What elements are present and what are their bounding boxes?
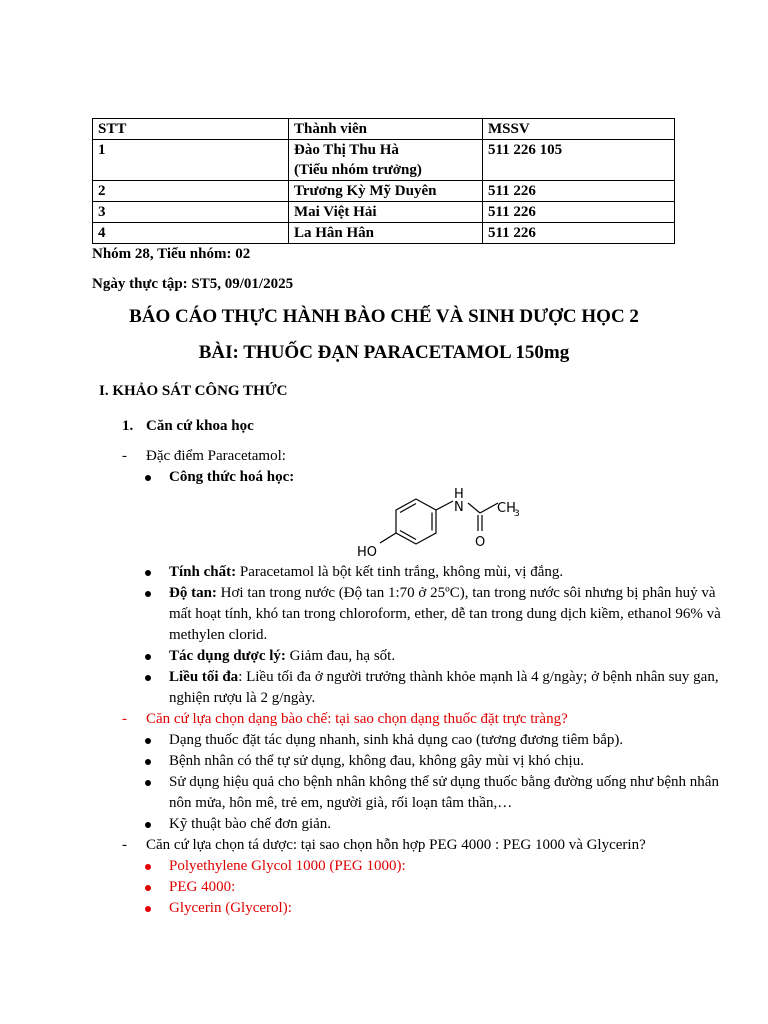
cell-stt: 2	[93, 181, 289, 202]
dosage-reason: Dạng thuốc đặt tác dụng nhanh, sinh khả dụng cao (tương đương tiêm bắp).	[169, 732, 624, 748]
members-table	[92, 118, 675, 244]
bullet-icon	[145, 780, 151, 786]
bullet-icon	[145, 475, 151, 481]
bullet-icon	[145, 654, 151, 660]
dosage-reason: Bệnh nhân có thể tự sử dụng, không đau, không gây mùi vị khó chịu.	[169, 753, 584, 769]
property-text: Giảm đau, hạ sốt.	[285, 648, 396, 664]
atom-ch3: CH	[497, 501, 516, 516]
property-item	[169, 646, 729, 667]
atom-n: N	[454, 500, 464, 515]
property-text: Hơi tan trong nước (Độ tan 1:70 ở 25ºC), tan trong nước sôi nhưng bị phân huỷ và mất hoạt tính, khó tan trong chloroform, ether, dễ tan trong dung dịch kiềm, ethanol 96% và methylen clorid.	[169, 585, 721, 643]
table-header-row	[93, 119, 675, 140]
bullet-icon	[145, 906, 151, 912]
property-label: Độ tan:	[169, 585, 217, 601]
cell-mssv: 511 226	[483, 181, 675, 202]
section-heading: I. KHẢO SÁT CÔNG THỨC	[99, 383, 288, 399]
dash-marker: -	[122, 837, 127, 853]
dosage-reason: Kỹ thuật bào chế đơn giản.	[169, 816, 332, 832]
cell-name	[289, 140, 483, 181]
bullet-icon	[145, 738, 151, 744]
property-label: Tác dụng dược lý:	[169, 648, 286, 664]
group-info: Nhóm 28, Tiểu nhóm: 02	[92, 246, 251, 262]
property-label: Liều tối đa	[169, 669, 239, 685]
formula-label: Công thức hoá học:	[169, 469, 295, 485]
member-role: (Tiểu nhóm trưởng)	[294, 162, 422, 178]
header-mssv: MSSV	[483, 119, 675, 140]
property-item	[169, 562, 729, 583]
atom-o: O	[475, 535, 486, 550]
header-member: Thành viên	[289, 119, 483, 140]
subsection-number: 1.	[122, 418, 134, 434]
paracetamol-structure	[350, 486, 530, 562]
dosage-reason: Sử dụng hiệu quả cho bệnh nhân không thể sử dụng thuốc bằng đường uống như bệnh nhân nôn mửa, hôn mê, trẻ em, người già, rối loạn tâm thần,…	[169, 774, 719, 811]
dash-marker: -	[122, 711, 127, 727]
property-text: Paracetamol là bột kết tinh trắng, không mùi, vị đắng.	[236, 564, 564, 580]
report-title: BÁO CÁO THỰC HÀNH BÀO CHẾ VÀ SINH DƯỢC HỌC 2	[129, 306, 639, 327]
excipient-item: Glycerin (Glycerol):	[169, 900, 292, 916]
cell-stt: 4	[93, 223, 289, 244]
header-stt: STT	[93, 119, 289, 140]
bullet-icon	[145, 591, 151, 597]
cell-stt: 3	[93, 202, 289, 223]
practice-date: Ngày thực tập: ST5, 09/01/2025	[92, 276, 294, 292]
table-row	[93, 202, 675, 223]
cell-stt: 1	[93, 140, 289, 181]
property-text: : Liều tối đa ở người trưởng thành khỏe mạnh là 4 g/ngày; ở bệnh nhân suy gan, nghiện rượu là 2 g/ngày.	[169, 669, 719, 706]
table-row	[93, 181, 675, 202]
cell-name: La Hân Hân	[289, 223, 483, 244]
cell-mssv: 511 226	[483, 223, 675, 244]
lesson-title: BÀI: THUỐC ĐẠN PARACETAMOL 150mg	[198, 342, 570, 363]
bullet-icon	[145, 885, 151, 891]
subsection-heading: Căn cứ khoa học	[146, 418, 254, 434]
cell-mssv: 511 226	[483, 202, 675, 223]
bullet-icon	[145, 570, 151, 576]
cell-mssv: 511 226 105	[483, 140, 675, 181]
property-item	[169, 583, 729, 646]
bullet-icon	[145, 822, 151, 828]
cell-name: Mai Việt Hải	[289, 202, 483, 223]
atom-ho: HO	[357, 545, 378, 560]
dosage-form-question: Căn cứ lựa chọn dạng bào chế: tại sao chọn dạng thuốc đặt trực tràng?	[146, 711, 568, 727]
member-name: Đào Thị Thu Hà	[294, 142, 399, 158]
atom-ch3-subscript: 3	[514, 509, 520, 519]
table-row	[93, 140, 675, 181]
cell-name: Trương Kỳ Mỹ Duyên	[289, 181, 483, 202]
bullet-icon	[145, 759, 151, 765]
excipient-item: PEG 4000:	[169, 879, 236, 895]
dash-marker: -	[122, 448, 127, 464]
bullet-icon	[145, 864, 151, 870]
atom-h: H	[454, 487, 464, 502]
excipient-question: Căn cứ lựa chọn tá dược: tại sao chọn hỗn hợp PEG 4000 : PEG 1000 và Glycerin?	[146, 837, 646, 853]
property-label: Tính chất:	[169, 564, 237, 580]
excipient-item: Polyethylene Glycol 1000 (PEG 1000):	[169, 858, 406, 874]
paracetamol-features: Đặc điểm Paracetamol:	[146, 448, 286, 464]
bullet-icon	[145, 675, 151, 681]
table-row	[93, 223, 675, 244]
property-item	[169, 667, 729, 709]
